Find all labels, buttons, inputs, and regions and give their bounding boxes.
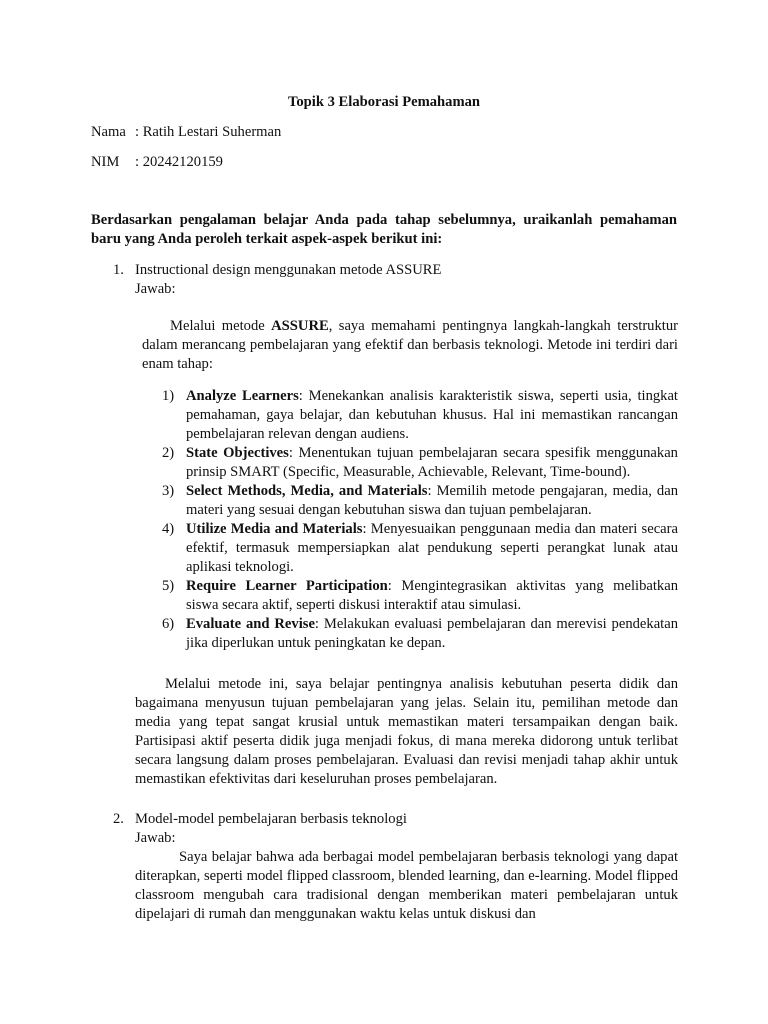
step-description: : Memilih metode pengajaran, media, dan materi yang sesuai dengan kebutuhan siswa dan tujuan pembelajaran. [186, 483, 678, 518]
nim-field [91, 153, 223, 172]
question-1-answer-label: Jawab: [135, 281, 176, 297]
assure-intro-end: , saya memahami pentingnya langkah-langkah terstruktur dalam merancang pembelajaran yang efektif dan berbasis teknologi. Metode ini terdiri dari enam tahap: [142, 318, 678, 372]
list-item [162, 444, 678, 482]
step-term: Utilize Media and Materials [186, 521, 363, 537]
name-label: Nama [91, 124, 126, 140]
step-term: Select Methods, Media, and Materials [186, 483, 428, 499]
question-2-text: Model-model pembelajaran berbasis teknologi [135, 811, 407, 827]
assure-steps-list [162, 387, 678, 653]
question-1-number: 1. [113, 262, 124, 278]
step-term: Require Learner Participation [186, 578, 388, 594]
list-item [162, 615, 678, 653]
step-description: : Mengintegrasikan aktivitas yang melibatkan siswa secara aktif, seperti diskusi interaktif atau simulasi. [186, 578, 678, 613]
step-description: : Menentukan tujuan pembelajaran secara spesifik menggunakan prinsip SMART (Specific, Measurable, Achievable, Relevant, Time-bound). [186, 445, 678, 480]
assure-intro-term: ASSURE [271, 318, 329, 334]
assure-conclusion-paragraph: Melalui metode ini, saya belajar pentingnya analisis kebutuhan peserta didik dan bagaimana menyusun tujuan pembelajaran yang jelas. Selain itu, pemilihan metode dan media yang tepat sangat krusial untuk memastikan materi tersampaikan dengan baik. Partisipasi aktif peserta didik juga menjadi fokus, di mana mereka didorong untuk terlibat secara langsung dalam proses pembelajaran. Evaluasi dan revisi menjadi tahap akhir untuk memastikan efektivitas dari keseluruhan proses pembelajaran. [135, 676, 678, 787]
step-description: : Menekankan analisis karakteristik siswa, seperti usia, tingkat pemahaman, gaya belajar, dan kebutuhan khusus. Hal ini memastikan rancangan pembelajaran relevan dengan audiens. [186, 388, 678, 442]
list-item [162, 387, 678, 444]
question-1-text: Instructional design menggunakan metode ASSURE [135, 262, 442, 278]
step-term: State Objectives [186, 445, 289, 461]
assure-intro-paragraph [142, 317, 678, 374]
document-title: Topik 3 Elaborasi Pemahaman [287, 94, 481, 110]
nim-label: NIM [91, 154, 120, 170]
question-2-number: 2. [113, 811, 124, 827]
name-value: : Ratih Lestari Suherman [135, 124, 282, 140]
step-description: : Melakukan evaluasi pembelajaran dan merevisi pendekatan jika diperlukan untuk peningkatan ke depan. [186, 616, 679, 651]
step-term: Analyze Learners [186, 388, 299, 404]
question-2-answer-label: Jawab: [135, 830, 176, 846]
step-number: 2) [162, 445, 175, 461]
step-description: : Menyesuaikan penggunaan media dan materi secara efektif, termasuk mempersiapkan alat pendukung seperti perangkat lunak atau aplikasi teknologi. [186, 521, 678, 575]
step-number: 5) [162, 578, 175, 594]
question-2-answer-paragraph: Saya belajar bahwa ada berbagai model pembelajaran berbasis teknologi yang dapat diterapkan, seperti model flipped classroom, blended learning, dan e-learning. Model flipped classroom mengubah cara tradisional dengan memberikan materi pembelajaran untuk dipelajari di rumah dan menggunakan waktu kelas untuk diskusi dan [135, 849, 678, 922]
step-term: Evaluate and Revise [186, 616, 315, 632]
step-number: 4) [162, 521, 175, 537]
step-number: 3) [162, 483, 175, 499]
list-item [162, 482, 678, 520]
list-item [162, 520, 678, 577]
list-item [162, 577, 678, 615]
nim-value: : 20242120159 [135, 154, 223, 170]
name-field [91, 123, 281, 142]
step-number: 6) [162, 616, 175, 632]
instruction-text: Berdasarkan pengalaman belajar Anda pada tahap sebelumnya, uraikanlah pemahaman baru yang Anda peroleh terkait aspek-aspek berikut ini: [91, 212, 677, 247]
step-number: 1) [162, 388, 175, 404]
assure-intro-start: Melalui metode [170, 318, 272, 334]
